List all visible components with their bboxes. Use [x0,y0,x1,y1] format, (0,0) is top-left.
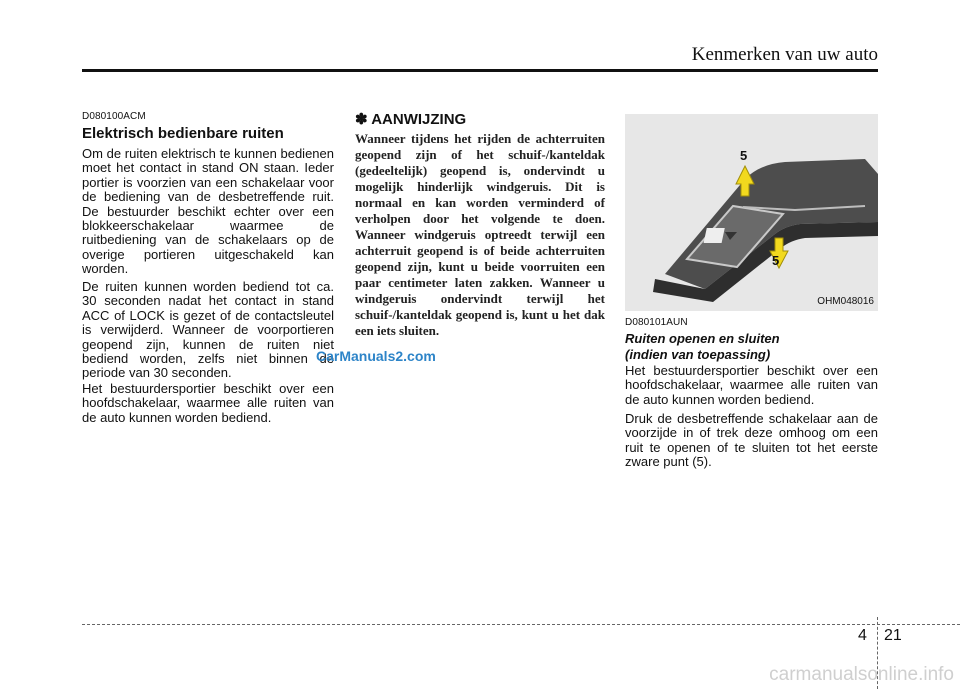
callout-up: 5 [740,148,748,163]
left-paragraph-3: Het bestuurdersportier beschikt over een hoofdschakelaar, waarmee alle ruiten van de auto kunnen worden bediend. [82,381,334,425]
section-heading: Elektrisch bedienbare ruiten [82,125,284,142]
header-rule [82,69,878,72]
left-paragraph-2: De ruiten kunnen worden bediend tot ca. 30 seconden nadat het contact in stand ACC of LOCK is gezet of de contactsleutel is verwijderd. Wanneer de voorportieren geopend zijn, kunnen de ruiten niet bediend worden, zelfs niet binnen de periode van 30 seconden. [82,279,334,381]
figure-label: OHM048016 [817,296,874,307]
note-heading [355,110,466,128]
subheading-line-1: Ruiten openen en sluiten [625,331,780,346]
left-paragraph-1: Om de ruiten elektrisch te kunnen bedienen moet het contact in stand ON staan. Ieder portier is voorzien van een schakelaar voor de bediening van de desbetreffende ruit. De bestuurder beschikt echter over een blokkeerschakelaar waarmee de ruitbediening van de schakelaars op de overige portieren uitgeschakeld kan worden. [82,146,334,277]
subsection-heading [625,331,878,363]
running-header: Kenmerken van uw auto [691,44,878,65]
site-watermark: carmanualsonline.info [769,664,954,685]
callout-down: 5 [772,253,780,268]
window-switch-illustration [625,114,878,311]
section-code: D080100ACM [82,111,146,122]
subheading-line-2: (indien van toepassing) [625,347,771,362]
right-paragraph-2: Druk de desbetreffende schakelaar aan de voorzijde in of trek deze omhoog om een ruit te openen of te sluiten tot het eerste zware punt (5). [625,411,878,470]
right-paragraph-1: Het bestuurdersportier beschikt over een hoofdschakelaar, waarmee alle ruiten van de auto kunnen worden bediend. [625,363,878,407]
note-symbol-icon: ✽ [355,111,368,128]
switch-figure [625,114,878,311]
chapter-number: 4 [858,627,867,644]
page-number: 21 [884,627,902,644]
note-title: AANWIJZING [371,111,467,128]
watermark-link[interactable]: CarManuals2.com [316,348,436,364]
subsection-code: D080101AUN [625,317,688,328]
note-body: Wanneer tijdens het rijden de achterruiten geopend zijn of het schuif-/kanteldak (gedeeltelijk) geopend is, ondervindt u mogelijk hinderlijk windgeruis. Dit is normaal en kan worden verminderd of verholpen door het volgende te doen. Wanneer windgeruis optreedt terwijl een achterruit geopend is of beide achterruiten geopend zijn, kunt u beide voorruiten een paar centimeter laten zakken. Wanneer u windgeruis ondervindt terwijl het schuif-/kanteldak geopend is, kunt u het dak een iets sluiten. [355,131,605,338]
footer-rule [82,624,960,625]
